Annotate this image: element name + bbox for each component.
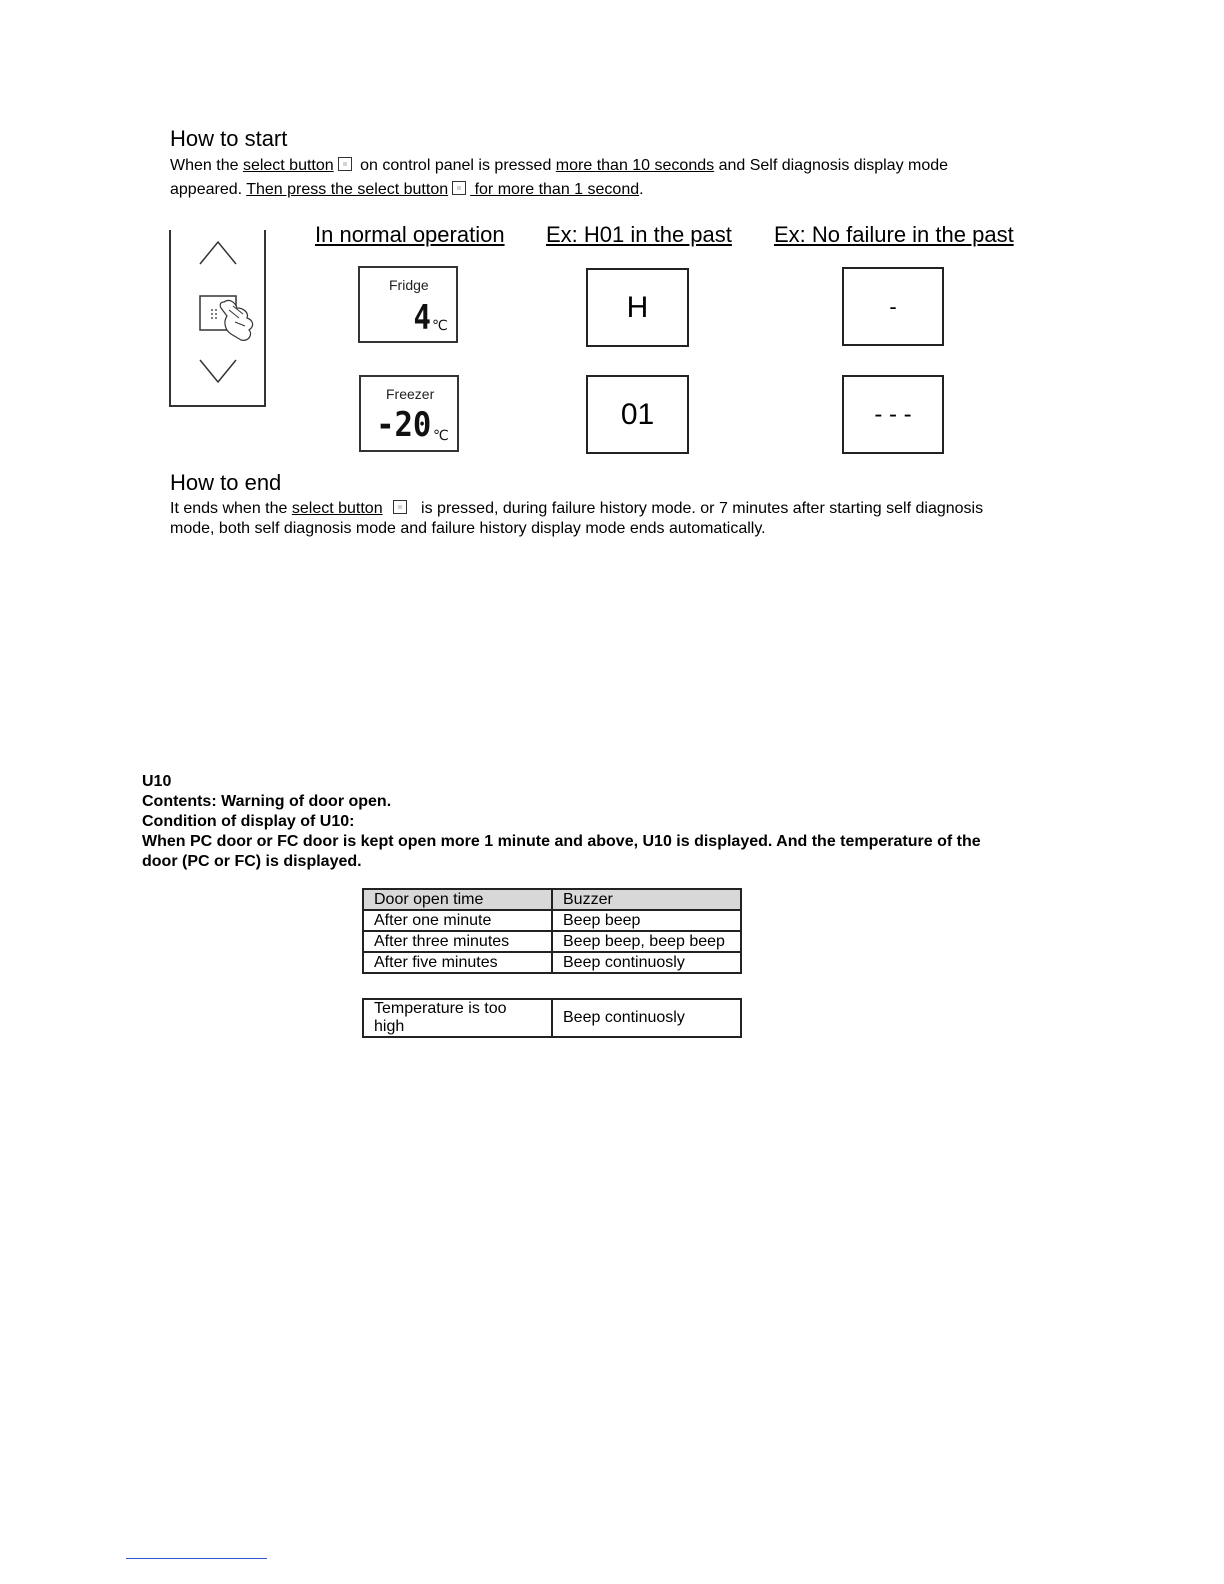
header-door-open-time: Door open time [363,889,552,910]
table-row [363,952,741,973]
press-select-text: Then press the select button [246,181,449,198]
control-panel-svg [169,230,267,408]
control-panel-illustration [169,230,267,408]
buzzer-table [362,888,742,974]
column-normal-operation: In normal operation [315,222,505,247]
start-line-2 [170,178,644,202]
text: . [639,181,644,198]
table-cell: After one minute [363,910,552,931]
up-arrow-icon [200,242,236,264]
u10-code: U10 [142,773,172,790]
column-no-failure: Ex: No failure in the past [774,222,1014,247]
table-cell: Beep beep [552,910,741,931]
fridge-label: Fridge [389,277,429,293]
text: It ends when the [170,500,292,517]
table-cell: Beep continuosly [552,952,741,973]
select-button-icon [338,157,352,171]
celsius-unit: ℃ [432,317,448,333]
footnote-separator [126,1558,267,1559]
h01-top-display: H [586,268,689,347]
text: on control panel is pressed [355,157,556,174]
buzzer-table-wrapper [362,888,742,974]
table-cell: After five minutes [363,952,552,973]
fridge-temperature: 4 [413,298,431,338]
duration-text: more than 10 seconds [555,157,715,174]
how-to-start-heading: How to start [170,126,288,151]
select-button-link: select button [291,500,383,517]
u10-description-1: When PC door or FC door is kept open more 1 minute and above, U10 is displayed. And the temperature of the [142,833,981,850]
end-line-1 [170,499,983,519]
column-h01-past: Ex: H01 in the past [546,222,732,247]
table-cell: Beep beep, beep beep [552,931,741,952]
select-button-icon [393,500,407,514]
freezer-display [359,375,459,452]
text: is pressed, during failure history mode. or 7 minutes after starting self diagnosis [416,500,984,517]
fridge-display [358,266,458,343]
u10-description-2: door (PC or FC) is displayed. [142,853,362,870]
table-cell: After three minutes [363,931,552,952]
how-to-end-heading: How to end [170,470,282,495]
table-row [363,931,741,952]
select-button-icon [452,181,466,195]
table-row [363,910,741,931]
h01-bottom-display: 01 [586,375,689,454]
header-buzzer: Buzzer [552,889,741,910]
extra-table-wrapper [362,998,742,1038]
text: When the [170,157,243,174]
u10-condition: Condition of display of U10: [142,813,355,830]
no-failure-top-display: - [842,267,944,346]
freezer-temperature: -20 [376,405,432,445]
text: and Self diagnosis display mode [714,157,949,174]
start-line-1 [170,154,948,178]
celsius-unit: ℃ [433,427,449,443]
table-header-row [363,889,741,910]
select-button-link: select button [242,157,334,174]
u10-contents: Contents: Warning of door open. [142,793,392,810]
duration-text: for more than 1 second [470,181,640,198]
table-row [363,999,741,1037]
temperature-table [362,998,742,1038]
freezer-label: Freezer [386,386,435,402]
table-cell: Beep continuosly [552,999,741,1037]
no-failure-bottom-display: - - - [842,375,944,454]
text: appeared. [170,181,247,198]
pressing-hand-icon [220,300,252,340]
end-line-2: mode, both self diagnosis mode and failure history display mode ends automatically. [170,520,766,537]
down-arrow-icon [200,360,236,382]
table-cell: Temperature is too high [363,999,552,1037]
